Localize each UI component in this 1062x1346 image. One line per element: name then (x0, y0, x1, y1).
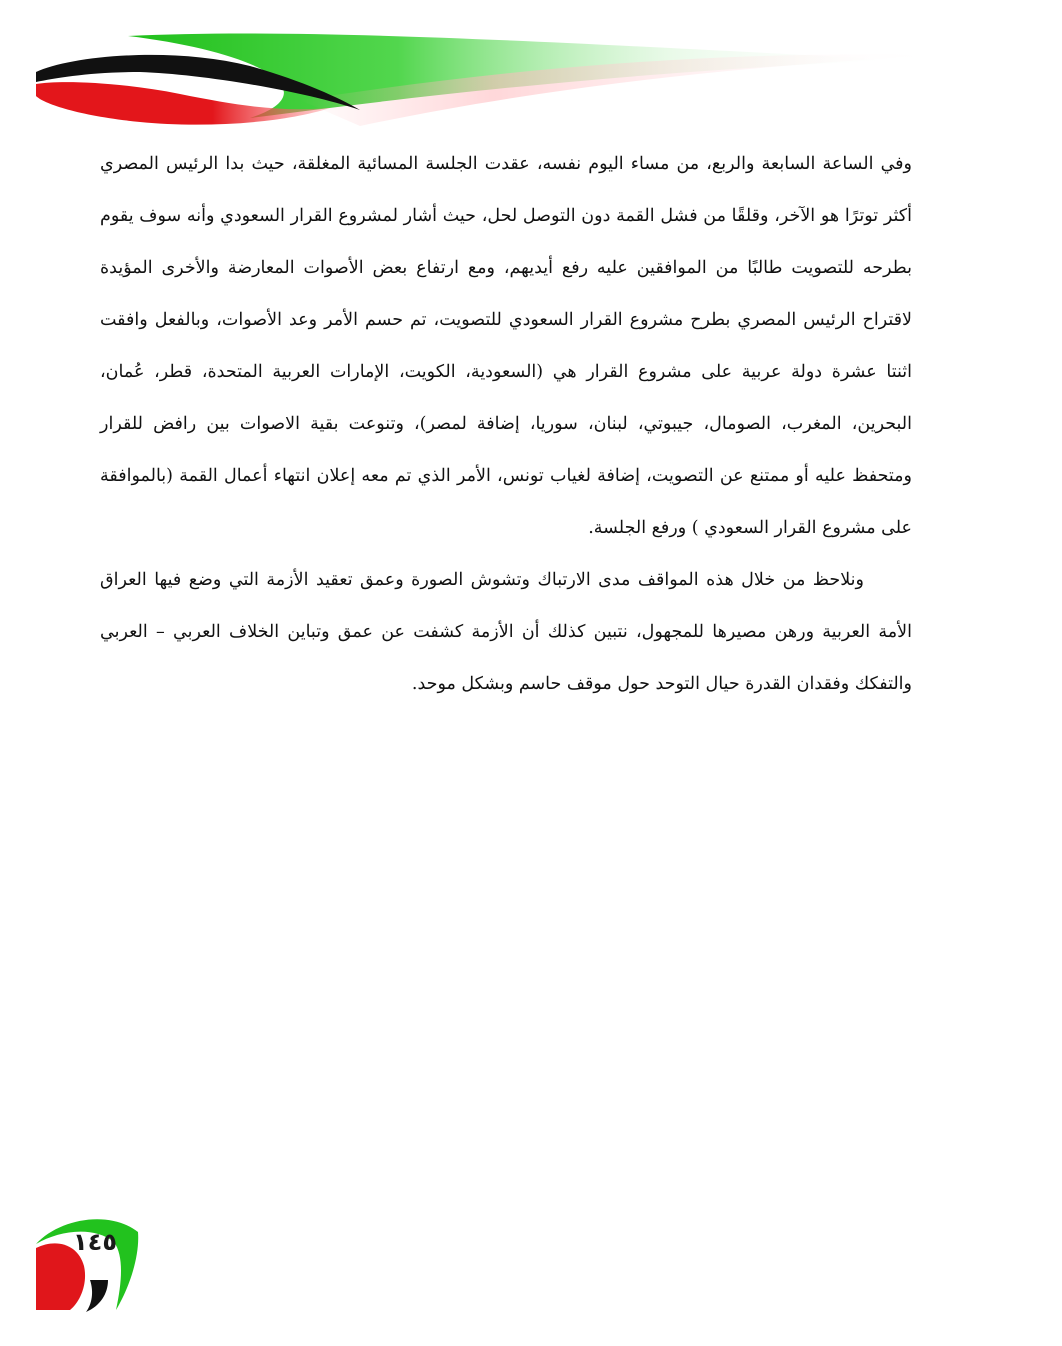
paragraph-1: وفي الساعة السابعة والربع، من مساء اليوم نفسه، عقدت الجلسة المسائية المغلقة، حيث بدا الرئيس المصري أكثر توترًا هو الآخر، وقلقًا من فشل القمة دون التوصل لحل، حيث أشار لمشروع القرار السعودي وأنه سوف يقوم بطرحه للتصويت طالبًا من الموافقين عليه رفع أيديهم، ومع ارتفاع بعض الأصوات المعارضة والأخرى المؤيدة لاقتراح الرئيس المصري بطرح مشروع القرار السعودي للتصويت، تم حسم الأمر وعد الأصوات، وبالفعل وافقت اثنتا عشرة دولة عربية على مشروع القرار هي (السعودية، الكويت، الإمارات العربية المتحدة، قطر، عُمان، البحرين، المغرب، الصومال، جيبوتي، لبنان، سوريا، إضافة لمصر)، وتنوعت بقية الاصوات بين رافض للقرار ومتحفظ عليه أو ممتنع عن التصويت، إضافة لغياب تونس، الأمر الذي تم معه إعلان انتهاء أعمال القمة (بالموافقة على مشروع القرار السعودي ) ورفع الجلسة. (100, 154, 912, 538)
body-text (100, 138, 912, 710)
footer-flag-emblem-decoration (30, 1210, 150, 1320)
header-flag-swoosh-decoration (0, 0, 1062, 140)
emblem-black-hook (86, 1280, 108, 1312)
paragraph-2: ونلاحظ من خلال هذه المواقف مدى الارتباك وتشوش الصورة وعمق تعقيد الأزمة التي وضع فيها العراق الأمة العربية ورهن مصيرها للمجهول، نتبين كذلك أن الأزمة كشفت عن عمق وتباين الخلاف العربي – العربي والتفكك وفقدان القدرة حيال التوحد حول موقف حاسم وبشكل موحد. (100, 570, 912, 694)
page-number: ١٤٥ (73, 1228, 117, 1256)
